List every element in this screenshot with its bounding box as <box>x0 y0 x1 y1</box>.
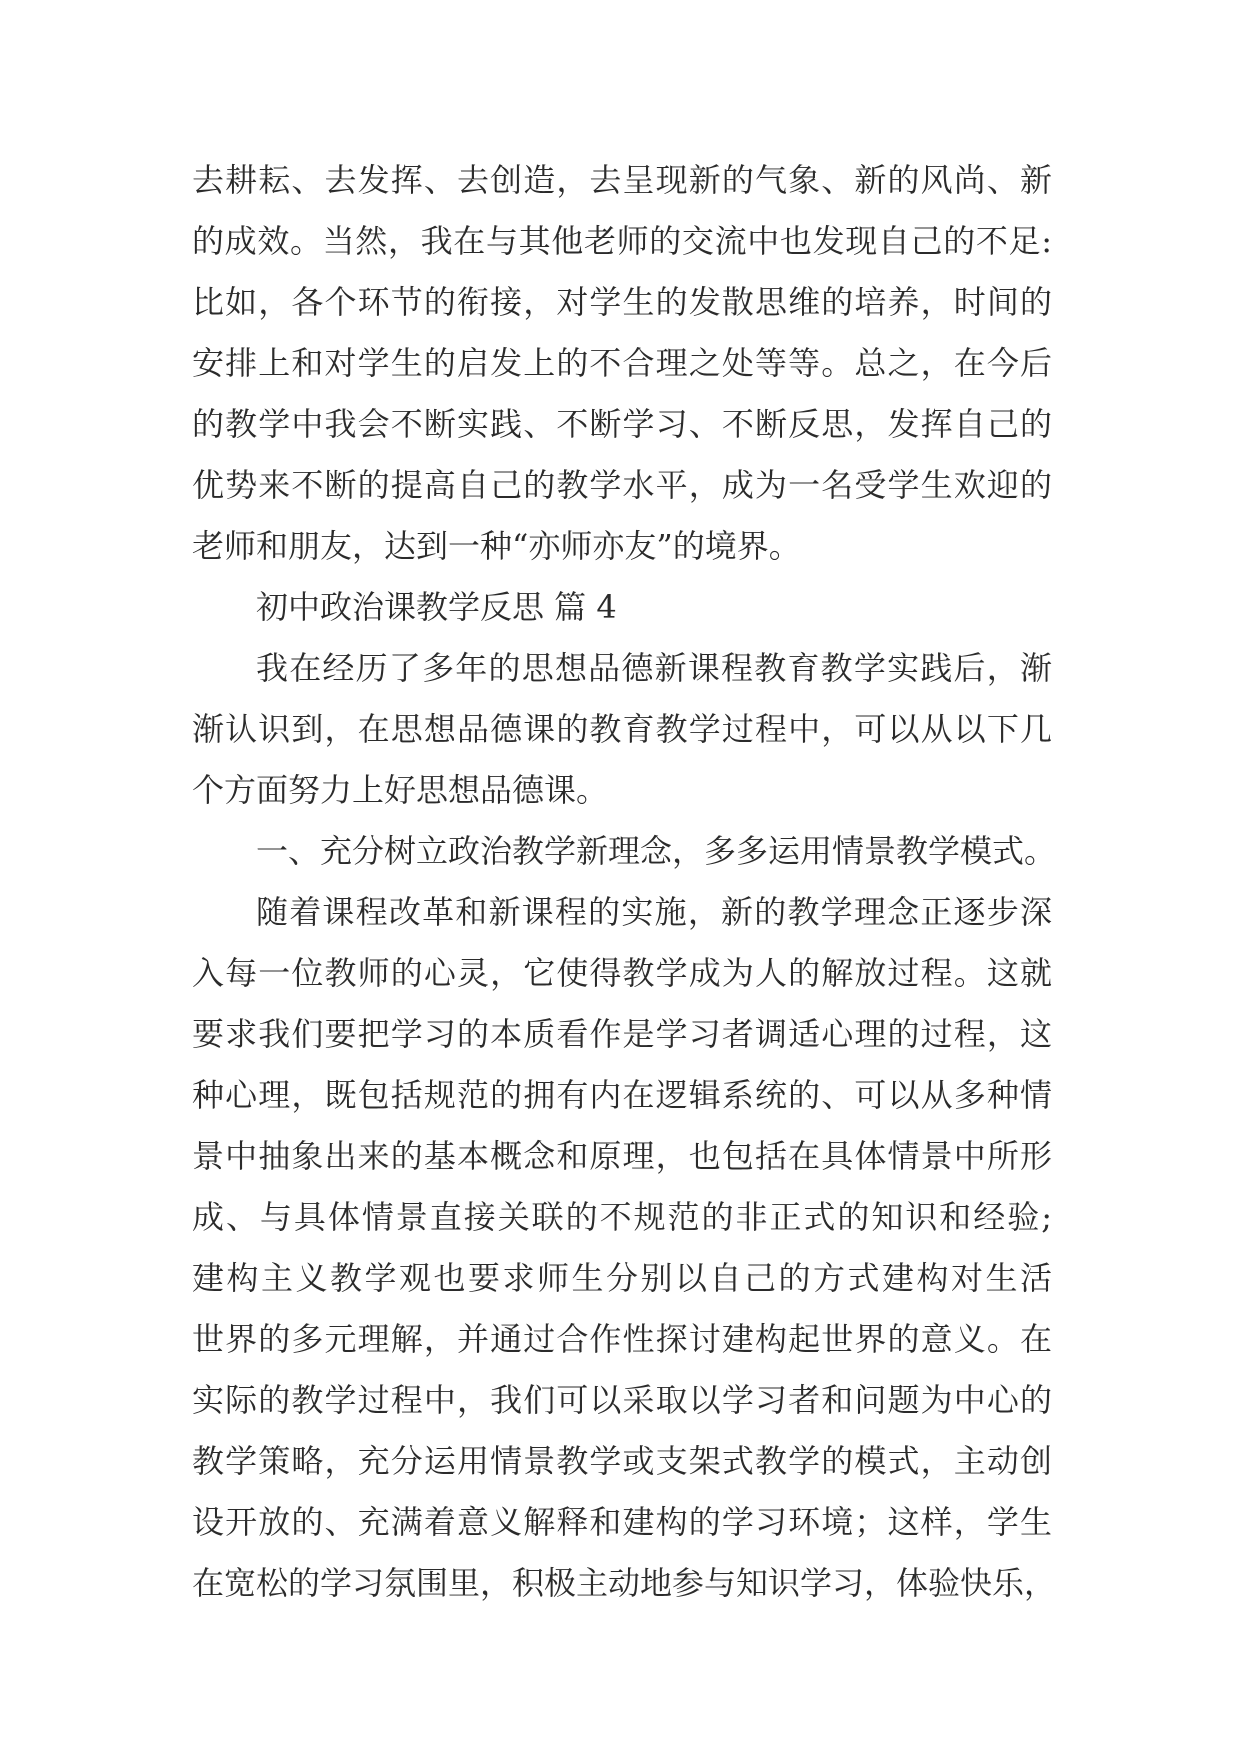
text-line: 安排上和对学生的启发上的不合理之处等等。总之，在今后 <box>192 344 1052 382</box>
section-heading: 初中政治课教学反思 篇 4 <box>256 588 617 626</box>
text-line: 实际的教学过程中，我们可以采取以学习者和问题为中心的 <box>192 1381 1052 1419</box>
text-line: 的教学中我会不断实践、不断学习、不断反思，发挥自己的 <box>192 405 1052 443</box>
text-line: 成、与具体情景直接关联的不规范的非正式的知识和经验; <box>192 1198 1052 1236</box>
text-line: 渐认识到，在思想品德课的教育教学过程中，可以从以下几 <box>192 710 1052 748</box>
text-line: 老师和朋友，达到一种“亦师亦友”的境界。 <box>192 527 801 565</box>
text-line: 的成效。当然，我在与其他老师的交流中也发现自己的不足: <box>192 222 1052 260</box>
text-line: 个方面努力上好思想品德课。 <box>192 771 609 809</box>
text-line: 教学策略，充分运用情景教学或支架式教学的模式，主动创 <box>192 1442 1052 1480</box>
text-line: 去耕耘、去发挥、去创造，去呈现新的气象、新的风尚、新 <box>192 161 1052 199</box>
subheading: 一、充分树立政治教学新理念，多多运用情景教学模式。 <box>256 832 1057 870</box>
text-line: 种心理，既包括规范的拥有内在逻辑系统的、可以从多种情 <box>192 1076 1052 1114</box>
text-line: 比如，各个环节的衔接，对学生的发散思维的培养，时间的 <box>192 283 1052 321</box>
text-line: 我在经历了多年的思想品德新课程教育教学实践后，渐 <box>256 649 1052 687</box>
text-line: 随着课程改革和新课程的实施，新的教学理念正逐步深 <box>256 893 1052 931</box>
text-line: 建构主义教学观也要求师生分别以自己的方式建构对生活 <box>192 1259 1052 1297</box>
text-line: 优势来不断的提高自己的教学水平，成为一名受学生欢迎的 <box>192 466 1052 504</box>
text-line: 入每一位教师的心灵，它使得教学成为人的解放过程。这就 <box>192 954 1052 992</box>
text-line: 景中抽象出来的基本概念和原理，也包括在具体情景中所形 <box>192 1137 1052 1175</box>
text-line: 设开放的、充满着意义解释和建构的学习环境；这样，学生 <box>192 1503 1052 1541</box>
text-line: 世界的多元理解，并通过合作性探讨建构起世界的意义。在 <box>192 1320 1052 1358</box>
text-line: 要求我们要把学习的本质看作是学习者调适心理的过程，这 <box>192 1015 1052 1053</box>
text-line: 在宽松的学习氛围里，积极主动地参与知识学习，体验快乐， <box>192 1564 1057 1602</box>
